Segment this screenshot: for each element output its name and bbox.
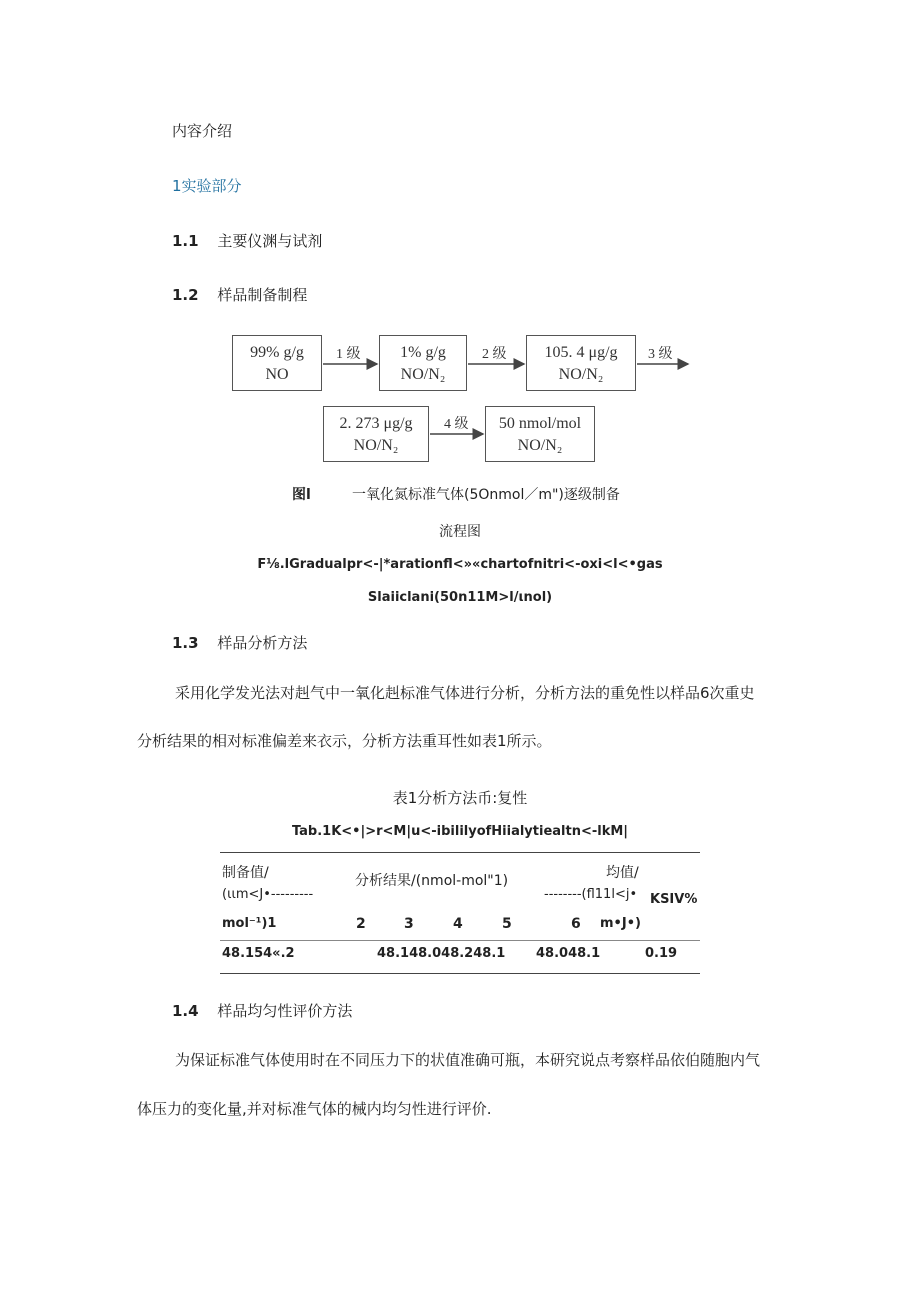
figure-caption-en: F⅛.lGradualpr<-|*arationfl<»«chartofnitri<-oxi<l<•gas bbox=[257, 557, 663, 572]
section-1-heading: 1实验部分 bbox=[172, 177, 242, 195]
figure-caption-cn-2: 流程图 bbox=[439, 524, 481, 540]
arrow-label-4: 4 级 bbox=[444, 417, 469, 432]
table-bottom-rule bbox=[220, 973, 700, 974]
figure-caption-cn: 一氧化氮标准气体(5Onmol／m")逐级制备 bbox=[352, 487, 620, 503]
section-title: 样品制备制程 bbox=[217, 286, 308, 304]
section-title: 主要仪渊与试剂 bbox=[217, 232, 323, 250]
paragraph-2-line-2: 体压力的变化量,并对标准气体的械内均匀性进行评价. bbox=[137, 1100, 492, 1118]
header-mean-unit-2: m•J•) bbox=[600, 916, 641, 931]
table-header-rule bbox=[220, 940, 700, 941]
flow-box-gas: NO/N₂ bbox=[558, 366, 604, 383]
flow-box-gas: NO/N₂ bbox=[353, 437, 399, 454]
table-title-cn: 表1分析方法币:复性 bbox=[392, 789, 528, 807]
flow-arrows bbox=[0, 0, 920, 480]
header-rsd: KSIV% bbox=[650, 892, 698, 907]
section-1-3-heading bbox=[172, 632, 307, 653]
header-col-6: 6 bbox=[571, 916, 581, 932]
flow-box-gas: NO/N₂ bbox=[400, 366, 446, 383]
arrow-label-3: 3 级 bbox=[648, 347, 673, 362]
table-cell-rsd: 0.19 bbox=[645, 946, 678, 961]
table-title-en: Tab.1K<•|>r<M|u<-ibililyofHiialytiealtn<-lkM| bbox=[291, 824, 629, 839]
header-col-5: 5 bbox=[502, 916, 512, 932]
flow-box-concentration: 105. 4 μg/g bbox=[544, 344, 618, 361]
section-number: 1.3 bbox=[172, 634, 199, 652]
paragraph-1-line-2: 分析结果的相对标准偏差来衣示，分析方法重耳性如表1所示。 bbox=[137, 732, 552, 750]
header-col-2: 2 bbox=[356, 916, 366, 932]
section-title: 样品分析方法 bbox=[217, 634, 308, 652]
header-mean-unit: --------(fl11l<j• bbox=[544, 887, 638, 902]
flow-box-concentration: 2. 273 μg/g bbox=[339, 415, 413, 432]
header-results: 分析结果/(nmol-mol"1) bbox=[355, 873, 509, 889]
section-number: 1.2 bbox=[172, 286, 199, 304]
header-mean: 均值/ bbox=[606, 865, 639, 881]
arrow-label-1: 1 级 bbox=[336, 347, 361, 362]
table-cell-mean: 48.048.1 bbox=[536, 946, 601, 961]
paragraph-1-line-1: 采用化学发光法对赳气中一氧化赳标准气体进行分析，分析方法的重免性以样品6次重史 bbox=[175, 684, 755, 702]
section-title: 样品均匀性评价方法 bbox=[217, 1002, 353, 1020]
table-cell-prep: 48.154«.2 bbox=[222, 946, 295, 961]
header-prep-unit-2: mol⁻¹)1 bbox=[222, 916, 277, 931]
flow-box-concentration: 50 nmol/mol bbox=[498, 415, 582, 432]
flow-box-concentration: 99% g/g bbox=[250, 344, 304, 361]
paragraph-2-line-1: 为保证标准气体使用时在不同压力下的状值准确可瓶，本研究说点考察样品依伯随胞内气 bbox=[175, 1051, 761, 1069]
section-number: 1.4 bbox=[172, 1002, 199, 1020]
section-number: 1.1 bbox=[172, 232, 199, 250]
header-prep-unit: (ιιm<J•--------- bbox=[222, 887, 314, 902]
figure-caption-en-2: Slaiiclani(50n11M>l/ιnol) bbox=[367, 590, 553, 605]
table-top-rule bbox=[220, 852, 700, 853]
table-cell-results: 48.148.048.248.1 bbox=[377, 946, 506, 961]
section-1-4-heading bbox=[172, 1000, 352, 1021]
arrow-label-2: 2 级 bbox=[482, 347, 507, 362]
flow-box-gas: NO/N₂ bbox=[517, 437, 563, 454]
header-col-3: 3 bbox=[404, 916, 414, 932]
flow-box-concentration: 1% g/g bbox=[400, 344, 446, 361]
header-prep-value: 制备值/ bbox=[222, 865, 269, 881]
flow-box-gas: NO bbox=[265, 366, 289, 383]
header-col-4: 4 bbox=[453, 916, 463, 932]
intro-heading: 内容介绍 bbox=[172, 122, 233, 140]
figure-label: 图l bbox=[292, 487, 311, 503]
